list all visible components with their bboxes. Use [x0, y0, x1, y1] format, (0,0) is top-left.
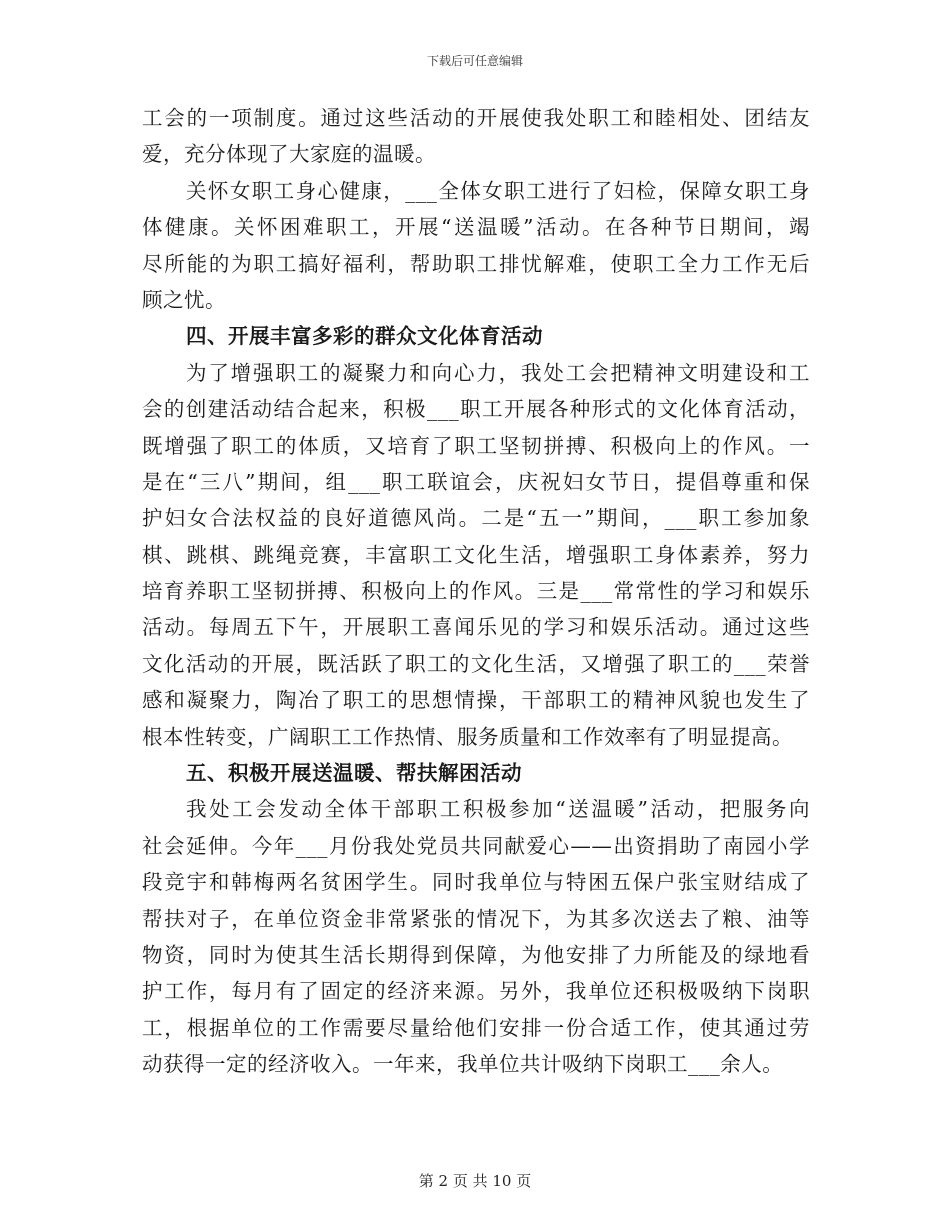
text-line: 我处工会发动全体干部职工积极参加“送温暖”活动，把服务向: [186, 797, 810, 822]
text-line: 根本性转变，广阔职工工作热情、服务质量和工作效率有了明显提高。: [142, 724, 793, 749]
text-line: 动获得一定的经济收入。一年来，我单位共计吸纳下岗职工___余人。: [142, 1052, 784, 1077]
text-line: 物资，同时为使其生活长期得到保障，为他安排了力所能及的绿地看: [142, 942, 810, 967]
text-line: 培育养职工坚韧拼搏、积极向上的作风。三是___常常性的学习和娱乐: [142, 579, 810, 604]
text-line: 体健康。关怀困难职工，开展“送温暖”活动。在各种节日期间，竭: [142, 215, 810, 240]
text-line: 护妇女合法权益的良好道德风尚。二是“五一”期间，___职工参加象: [142, 506, 810, 531]
text-line: 既增强了职工的体质，又培育了职工坚韧拼搏、积极向上的作风。一: [142, 433, 810, 458]
text-line: 尽所能的为职工搞好福利，帮助职工排忧解难，使职工全力工作无后: [142, 251, 810, 276]
document-body: [142, 100, 810, 1083]
text-line: 关怀女职工身心健康，___全体女职工进行了妇检，保障女职工身: [186, 178, 810, 203]
text-line: 感和凝聚力，陶冶了职工的思想情操，干部职工的精神风貌也发生了: [142, 688, 810, 713]
text-line: 文化活动的开展，既活跃了职工的文化生活，又增强了职工的___荣誉: [142, 651, 810, 676]
text-line: 社会延伸。今年___月份我处党员共同献爱心——出资捐助了南园小学: [142, 833, 810, 858]
text-line: 护工作，每月有了固定的经济来源。另外，我单位还积极吸纳下岗职: [142, 979, 810, 1004]
text-line: 工会的一项制度。通过这些活动的开展使我处职工和睦相处、团结友: [142, 106, 810, 130]
page-header: 下载后可任意编辑: [426, 54, 523, 68]
text-line: 段竞宇和韩梅两名贫困学生。同时我单位与特困五保户张宝财结成了: [142, 870, 810, 895]
text-line: 活动。每周五下午，开展职工喜闻乐见的学习和娱乐活动。通过这些: [142, 615, 810, 640]
text-line: 爱，充分体现了大家庭的温暖。: [142, 142, 436, 167]
text-line: 会的创建活动结合起来，积极___职工开展各种形式的文化体育活动，: [142, 397, 810, 422]
text-line: 顾之忧。: [142, 287, 226, 312]
text-line: 帮扶对子，在单位资金非常紧张的情况下，为其多次送去了粮、油等: [142, 906, 810, 931]
text-line: 是在“三八”期间，组___职工联谊会，庆祝妇女节日，提倡尊重和保: [142, 469, 810, 494]
section-heading: 四、开展丰富多彩的群众文化体育活动: [186, 324, 543, 349]
page-footer: 第 2 页 共 10 页: [418, 1172, 532, 1190]
text-line: 为了增强职工的凝聚力和向心力，我处工会把精神文明建设和工: [186, 360, 810, 385]
section-heading: 五、积极开展送温暖、帮扶解困活动: [186, 761, 522, 786]
text-line: 棋、跳棋、跳绳竞赛，丰富职工文化生活，增强职工身体素养，努力: [142, 542, 810, 567]
text-line: 工，根据单位的工作需要尽量给他们安排一份合适工作，使其通过劳: [142, 1015, 810, 1040]
